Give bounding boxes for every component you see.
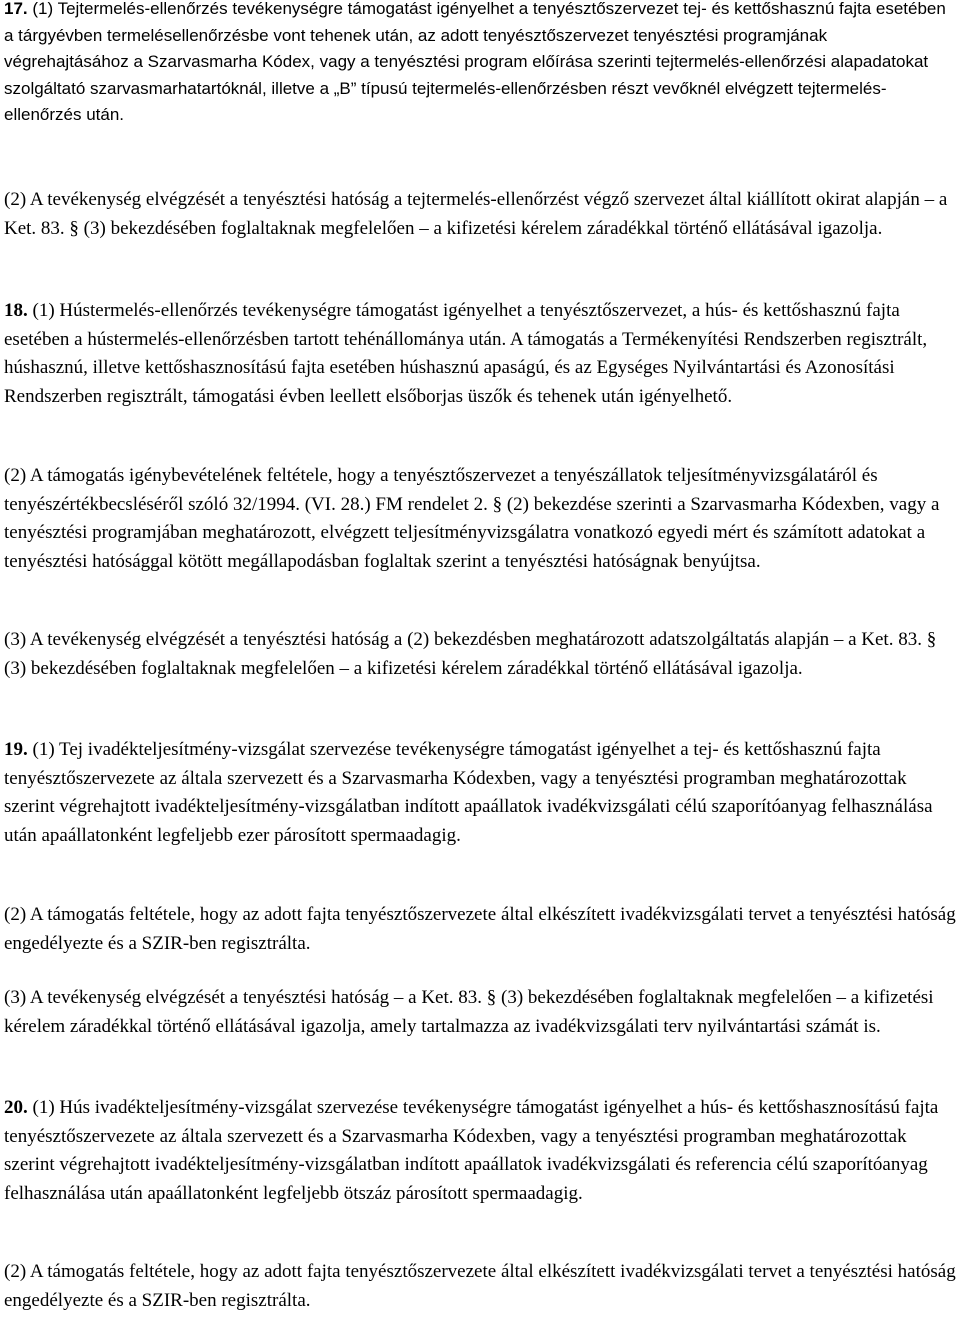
section-18-text-2: (2) A támogatás igénybevételének feltétele, hogy a tenyésztőszervezet a tenyészállatok teljesítményvizsgálatáról és tenyészértékbecsléséről szóló 32/1994. (VI. 28.) FM rendelet 2. § (2) bekezdése szerinti a Szarvasmarha Kódexben, vagy a tenyésztési programjában meghatározott, elvégzett teljesítményvizsgálatra vonatkozó egyedi mért és számított adatokat a tenyésztési hatósággal kötött megállapodásban foglaltak szerint a tenyésztési hatóságnak benyújtsa.	[4, 465, 940, 572]
section-20-text-1: (1) Hús ivadékteljesítmény-vizsgálat szervezése tevékenységre támogatást igényelhet a hús- és kettőshasznosítású fajta tenyésztőszervezete az általa szervezett és a Szarvasmarha Kódexben, vagy a tenyésztési programban meghatározottak szerint végrehajtott ivadékteljesítmény-vizsgálatban indított apaállatok ivadékvizsgálati és referencia célú szaporítóanyag felhasználása után apaállatonként legfeljebb ötszáz párosított spermaadagig.	[4, 1097, 939, 1204]
section-18-paragraph-3	[4, 626, 956, 683]
section-17-text-2: (2) A tevékenység elvégzését a tenyésztési hatóság a tejtermelés-ellenőrzést végző szervezet által kiállított okirat alapján – a Ket. 83. § (3) bekezdésében foglaltaknak megfelelően – a kifizetési kérelem záradékkal történő ellátásával igazolja.	[4, 189, 948, 239]
section-20-paragraph-1	[4, 1094, 956, 1208]
section-19-text-2: (2) A támogatás feltétele, hogy az adott fajta tenyésztőszervezete által elkészített ivadékvizsgálati tervet a tenyésztési hatóság engedélyezte és a SZIR-ben regisztrálta.	[4, 904, 956, 954]
section-17-paragraph-2	[4, 186, 956, 243]
section-19-paragraph-1	[4, 736, 956, 850]
section-number-20: 20.	[4, 1097, 28, 1118]
section-18-text-3: (3) A tevékenység elvégzését a tenyésztési hatóság a (2) bekezdésben meghatározott adatszolgáltatás alapján – a Ket. 83. § (3) bekezdésében foglaltaknak megfelelően – a kifizetési kérelem záradékkal történő ellátásával igazolja.	[4, 629, 937, 679]
section-20-text-2: (2) A támogatás feltétele, hogy az adott fajta tenyésztőszervezete által elkészített ivadékvizsgálati tervet a tenyésztési hatóság engedélyezte és a SZIR-ben regisztrálta.	[4, 1261, 956, 1311]
section-number-19: 19.	[4, 739, 28, 760]
section-18-paragraph-2	[4, 462, 956, 576]
section-18-paragraph-1	[4, 297, 956, 411]
section-17-text-1: (1) Tejtermelés-ellenőrzés tevékenységre támogatást igényelhet a tenyésztőszervezet tej- és kettőshasznú fajta esetében a tárgyévben termelésellenőrzésbe vont tehenek után, az adott tenyésztőszervezet tenyésztési programjának végrehajtásához a Szarvasmarha Kódex, vagy a tenyésztési program előírása szerinti tejtermelés-ellenőrzési alapadatokat szolgáltató szarvasmarhatartóknál, illetve a „B” típusú tejtermelés-ellenőrzésben részt vevőknél elvégzett tejtermelés-ellenőrzés után.	[4, 0, 946, 124]
section-19-text-3: (3) A tevékenység elvégzését a tenyésztési hatóság – a Ket. 83. § (3) bekezdésében foglaltaknak megfelelően – a kifizetési kérelem záradékkal történő ellátásával igazolja, amely tartalmazza az ivadékvizsgálati terv nyilvántartási számát is.	[4, 987, 934, 1037]
section-19-paragraph-2	[4, 901, 956, 958]
section-19-text-1: (1) Tej ivadékteljesítmény-vizsgálat szervezése tevékenységre támogatást igényelhet a tej- és kettőshasznú fajta tenyésztőszervezete az általa szervezett és a Szarvasmarha Kódexben, vagy a tenyésztési programban meghatározottak szerint végrehajtott ivadékteljesítmény-vizsgálatban indított apaállatok ivadékvizsgálati célú szaporítóanyag felhasználása után apaállatonként legfeljebb ezer párosított spermaadagig.	[4, 739, 933, 846]
section-18-text-1: (1) Hústermelés-ellenőrzés tevékenységre támogatást igényelhet a tenyésztőszervezet, a hús- és kettőshasznú fajta esetében a hústermelés-ellenőrzésben tartott tehénállománya után. A támogatás a Termékenyítési Rendszerben regisztrált, húshasznú, illetve kettőshasznosítású fajta esetében húshasznú apaságú, és az Egységes Nyilvántartási és Azonosítási Rendszerben regisztrált, támogatási évben leellett elsőborjas üszők és tehenek után igényelhető.	[4, 300, 928, 407]
section-17-paragraph-1	[4, 0, 956, 129]
section-number-17: 17.	[4, 0, 28, 18]
section-number-18: 18.	[4, 300, 28, 321]
section-20-paragraph-2	[4, 1258, 956, 1315]
section-19-paragraph-3	[4, 984, 956, 1041]
